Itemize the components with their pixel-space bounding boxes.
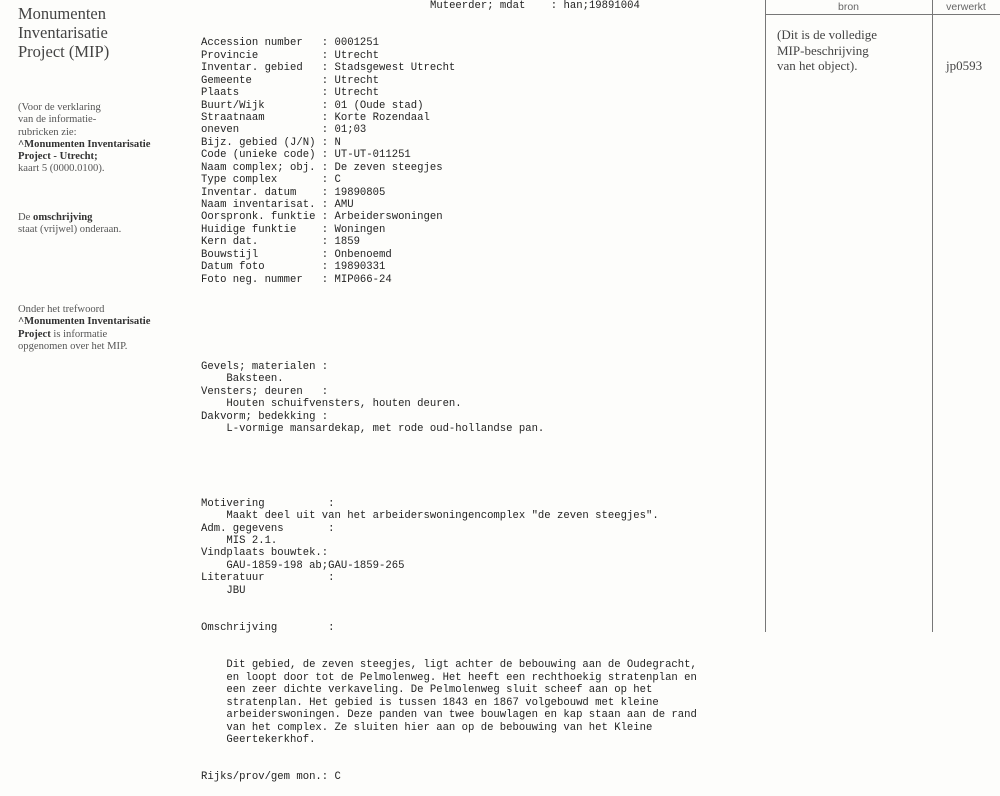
verwerkt-header: verwerkt [946, 1, 986, 13]
bron-text [777, 27, 877, 74]
section-text: L-vormige mansardekap, met rode oud-hollandse pan. [226, 422, 545, 435]
omschrijving-line: stratenplan. Het gebied is tussen 1843 en 1867 volgebouwd met kleine [226, 696, 659, 709]
field-label: Kern dat. [201, 236, 259, 249]
field-label: Provincie [201, 49, 259, 62]
note-bold: omschrijving [33, 212, 93, 223]
field-value: C [334, 174, 341, 187]
field-label: Straatnaam [201, 111, 265, 124]
field-value: Utrecht [334, 49, 380, 62]
bron-line: MIP-beschrijving [777, 42, 869, 58]
note-line: kaart 5 (0000.0100). [18, 163, 105, 175]
field-value: UT-UT-011251 [334, 149, 411, 162]
field-row: Type complex : C [201, 174, 341, 187]
field-row: Bijz. gebied (J/N) : N [201, 136, 341, 149]
field-label: oneven [201, 124, 240, 137]
omschrijving-line: van het complex. Ze sluiten hier aan op de bebouwing van het Kleine [226, 721, 653, 734]
field-row: oneven : 01;03 [201, 124, 367, 137]
field-label: Oorspronk. funktie [201, 211, 316, 224]
reference-link[interactable]: Project - Utrecht; [18, 151, 98, 163]
field-value: 19890805 [334, 186, 386, 199]
section-heading: Motivering : [201, 497, 335, 510]
omschrijving-line: Dit gebied, de zeven steegjes, ligt achter de bebouwing aan de Oudegracht, [226, 659, 697, 672]
omschrijving-line: arbeiderswoningen. Deze panden van twee bouwlagen en kap staan aan de rand [226, 709, 697, 722]
omschrijving-line: Geertekerkhof. [226, 734, 316, 747]
section-text: Houten schuifvensters, houten deuren. [226, 398, 462, 411]
bron-line: (Dit is de volledige [777, 27, 878, 42]
field-label: Accession number [201, 37, 303, 50]
verwerkt-value: jp0593 [946, 58, 983, 73]
section-text: Maakt deel uit van het arbeiderswoningencomplex "de zeven steegjes". [226, 510, 659, 523]
field-value: 0001251 [334, 37, 380, 50]
omschrijving-line: en loopt door tot de Pelmolenweg. Het heeft een rechthoekig stratenplan en [226, 671, 697, 684]
reference-link[interactable]: ^Monumenten Inventarisatie [18, 316, 151, 328]
field-list [201, 37, 697, 286]
section-text: GAU-1859-198 ab;GAU-1859-265 [226, 559, 405, 572]
field-label: Bouwstijl [201, 248, 259, 261]
title-line: Monumenten [18, 4, 106, 23]
field-value: Onbenoemd [334, 248, 392, 261]
field-row: Plaats : Utrecht [201, 87, 380, 100]
field-value: Stadsgewest Utrecht [334, 62, 456, 75]
omschrijving-line: een zeer dichte verkaveling. De Pelmolenweg sluit scheef aan op het [226, 684, 653, 697]
field-row: Straatnaam : Korte Rozendaal [201, 111, 430, 124]
field-row: Inventar. gebied : Stadsgewest Utrecht [201, 62, 456, 75]
note-text: De [18, 212, 34, 223]
field-value: Korte Rozendaal [334, 111, 430, 124]
field-row: Bouwstijl : Onbenoemd [201, 248, 392, 261]
field-row: Datum foto : 19890331 [201, 261, 386, 274]
field-label: Inventar. gebied [201, 62, 303, 75]
muteerder-field: Muteerder; mdat : han;19891004 [430, 0, 640, 12]
header-divider [765, 14, 1000, 15]
field-value: han;19891004 [563, 0, 640, 12]
section-list [201, 361, 697, 436]
section-list [201, 498, 697, 598]
field-label: Inventar. datum [201, 186, 297, 199]
field-row: Inventar. datum : 19890805 [201, 186, 386, 199]
field-label: Code (unieke code) [201, 149, 316, 162]
field-value: Utrecht [334, 87, 380, 100]
omschrijving-note [18, 212, 198, 237]
note-line: staat (vrijwel) onderaan. [18, 224, 122, 236]
column-divider [765, 0, 766, 632]
field-row: Accession number : 0001251 [201, 37, 380, 50]
field-value: AMU [334, 199, 354, 212]
field-value: 1859 [334, 236, 360, 249]
section-heading: Vindplaats bouwtek.: [201, 547, 329, 560]
note-text: is informatie [50, 328, 108, 340]
field-value: Woningen [334, 223, 386, 236]
field-label: Naam inventarisat. [201, 199, 316, 212]
section-text: MIS 2.1. [226, 534, 278, 547]
field-value: De zeven steegjes [334, 161, 443, 174]
column-divider [932, 0, 933, 632]
section-heading: Literatuur : [201, 572, 335, 585]
bron-header: bron [837, 1, 859, 13]
note-line: Onder het trefwoord [18, 304, 105, 315]
field-row: Huidige funktie : Woningen [201, 223, 386, 236]
field-label: Huidige funktie [201, 223, 297, 236]
field-label: Type complex [201, 174, 278, 187]
field-row: Kern dat. : 1859 [201, 236, 360, 249]
reference-link[interactable]: Project [18, 328, 51, 340]
field-label: Foto neg. nummer [201, 273, 303, 286]
field-row: Oorspronk. funktie : Arbeiderswoningen [201, 211, 443, 224]
field-label: Muteerder; mdat [430, 0, 526, 12]
section-heading: Adm. gegevens : [201, 522, 335, 535]
note-line: van de informatie- [18, 114, 97, 126]
rijks-field: Rijks/prov/gem mon.: C [201, 771, 341, 784]
field-row: Provincie : Utrecht [201, 49, 380, 62]
field-row: Foto neg. nummer : MIP066-24 [201, 273, 392, 286]
field-label: Gemeente [201, 74, 252, 87]
left-sidebar [18, 4, 193, 352]
section-heading: Dakvorm; bedekking : [201, 410, 329, 423]
section-heading: Vensters; deuren : [201, 385, 329, 398]
title-line: Inventarisatie [18, 23, 108, 42]
document-title [18, 4, 193, 61]
field-value: MIP066-24 [334, 273, 392, 286]
section-text: Baksteen. [226, 373, 284, 386]
note-line: rubricken zie: [18, 126, 77, 138]
field-row: Code (unieke code) : UT-UT-011251 [201, 149, 411, 162]
field-label: Bijz. gebied (J/N) [201, 136, 316, 149]
field-value: N [334, 136, 341, 149]
keyword-note [18, 304, 198, 353]
field-value: Utrecht [334, 74, 380, 87]
omschrijving-heading: Omschrijving : [201, 622, 335, 635]
field-label: Datum foto [201, 261, 265, 274]
field-value: 01 (Oude stad) [334, 99, 424, 112]
field-row: Buurt/Wijk : 01 (Oude stad) [201, 99, 424, 112]
field-value: 01;03 [334, 124, 367, 137]
field-row: Naam complex; obj. : De zeven steegjes [201, 161, 443, 174]
note-line: (Voor de verklaring [18, 102, 101, 113]
omschrijving-text [201, 659, 697, 746]
explanation-note [18, 102, 198, 176]
field-label: Naam complex; obj. [201, 161, 316, 174]
field-row: Gemeente : Utrecht [201, 74, 380, 87]
section-heading: Gevels; materialen : [201, 360, 329, 373]
field-label: Buurt/Wijk [201, 99, 265, 112]
note-line: opgenomen over het MIP. [18, 340, 128, 352]
reference-link[interactable]: ^Monumenten Inventarisatie [18, 138, 151, 150]
bron-line: van het object). [777, 58, 858, 73]
section-text: JBU [226, 584, 246, 597]
title-line: Project (MIP) [18, 42, 110, 61]
field-value: Arbeiderswoningen [334, 211, 443, 224]
field-label: Plaats [201, 87, 240, 100]
field-row: Naam inventarisat. : AMU [201, 199, 354, 212]
record-body [201, 0, 697, 796]
field-value: 19890331 [334, 261, 386, 274]
